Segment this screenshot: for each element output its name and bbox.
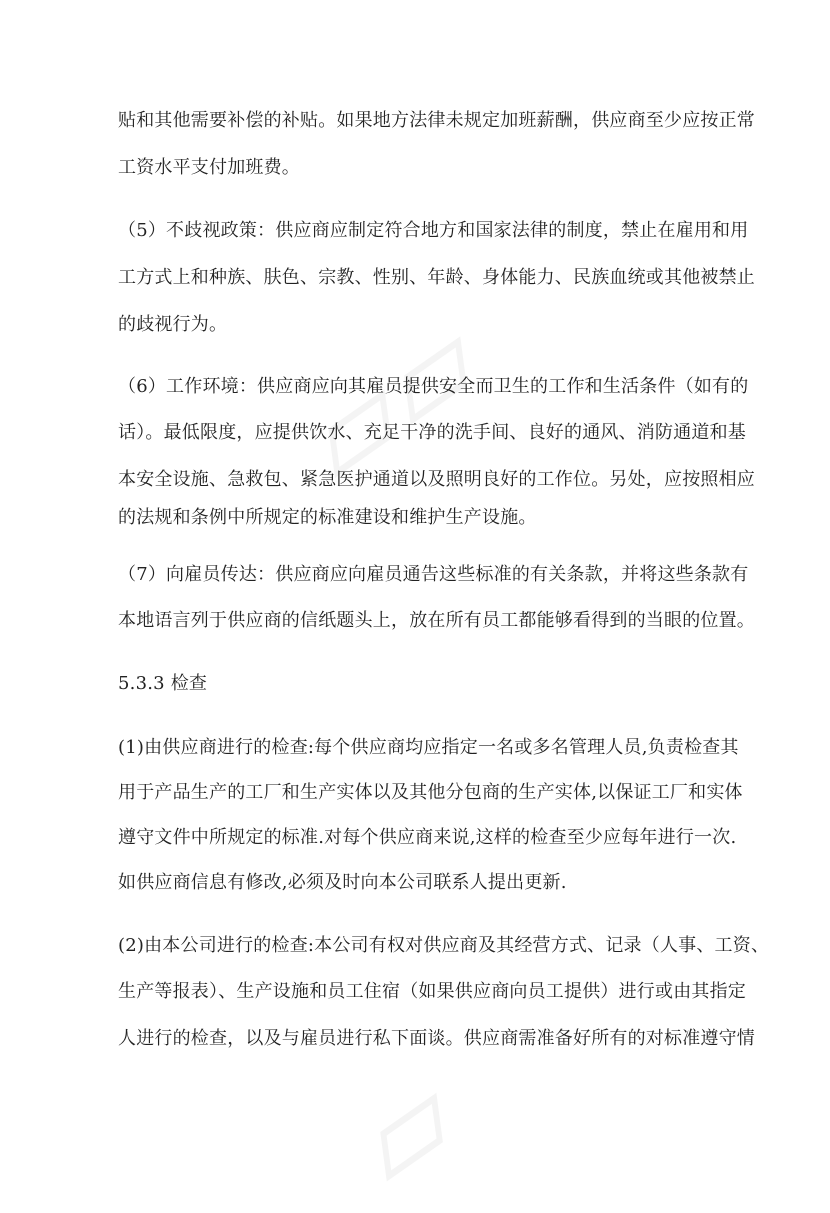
text-line: 贴和其他需要补偿的补贴。如果地方法律未规定加班薪酬，供应商至少应按正常 xyxy=(118,110,755,131)
text-line: 的歧视行为。 xyxy=(118,314,228,335)
text-line: 的法规和条例中所规定的标准建设和维护生产设施。 xyxy=(118,507,537,528)
text-line: 话）。最低限度，应提供饮水、充足干净的洗手间、良好的通风、消防通道和基 xyxy=(118,422,746,443)
text-line: 如供应商信息有修改,必须及时向本公司联系人提出更新. xyxy=(118,872,567,893)
text-line: （7）向雇员传达：供应商应向雇员通告这些标准的有关条款，并将这些条款有 xyxy=(118,564,749,585)
text-line: (1)由供应商进行的检查:每个供应商均应指定一名或多名管理人员,负责检查其 xyxy=(118,737,739,758)
text-line: 本安全设施、急救包、紧急医护通道以及照明良好的工作位。另处，应按照相应 xyxy=(118,469,755,490)
text-line: 生产等报表）、生产设施和员工住宿（如果供应商向员工提供）进行或由其指定 xyxy=(118,981,746,1002)
text-line: 人进行的检查，以及与雇员进行私下面谈。供应商需准备好所有的对标准遵守情 xyxy=(118,1028,755,1049)
section-heading: 5.3.3 检查 xyxy=(118,673,208,694)
text-line: 本地语言列于供应商的信纸题头上，放在所有员工都能够看得到的当眼的位置。 xyxy=(118,610,755,631)
text-line: (2)由本公司进行的检查:本公司有权对供应商及其经营方式、记录（人事、工资、 xyxy=(118,935,770,956)
text-line: （6）工作环境：供应商应向其雇员提供安全而卫生的工作和生活条件（如有的 xyxy=(118,376,749,397)
text-line: 工资水平支付加班费。 xyxy=(118,157,300,178)
text-line: 工方式上和种族、肤色、宗教、性别、年龄、身体能力、民族血统或其他被禁止 xyxy=(118,267,755,288)
text-line: 用于产品生产的工厂和生产实体以及其他分包商的生产实体,以保证工厂和实体 xyxy=(118,782,743,803)
watermark-bottom xyxy=(328,1046,483,1213)
text-line: （5）不歧视政策：供应商应制定符合地方和国家法律的制度，禁止在雇用和用 xyxy=(118,220,749,241)
text-line: 遵守文件中所规定的标准.对每个供应商来说,这样的检查至少应每年进行一次. xyxy=(118,827,737,848)
